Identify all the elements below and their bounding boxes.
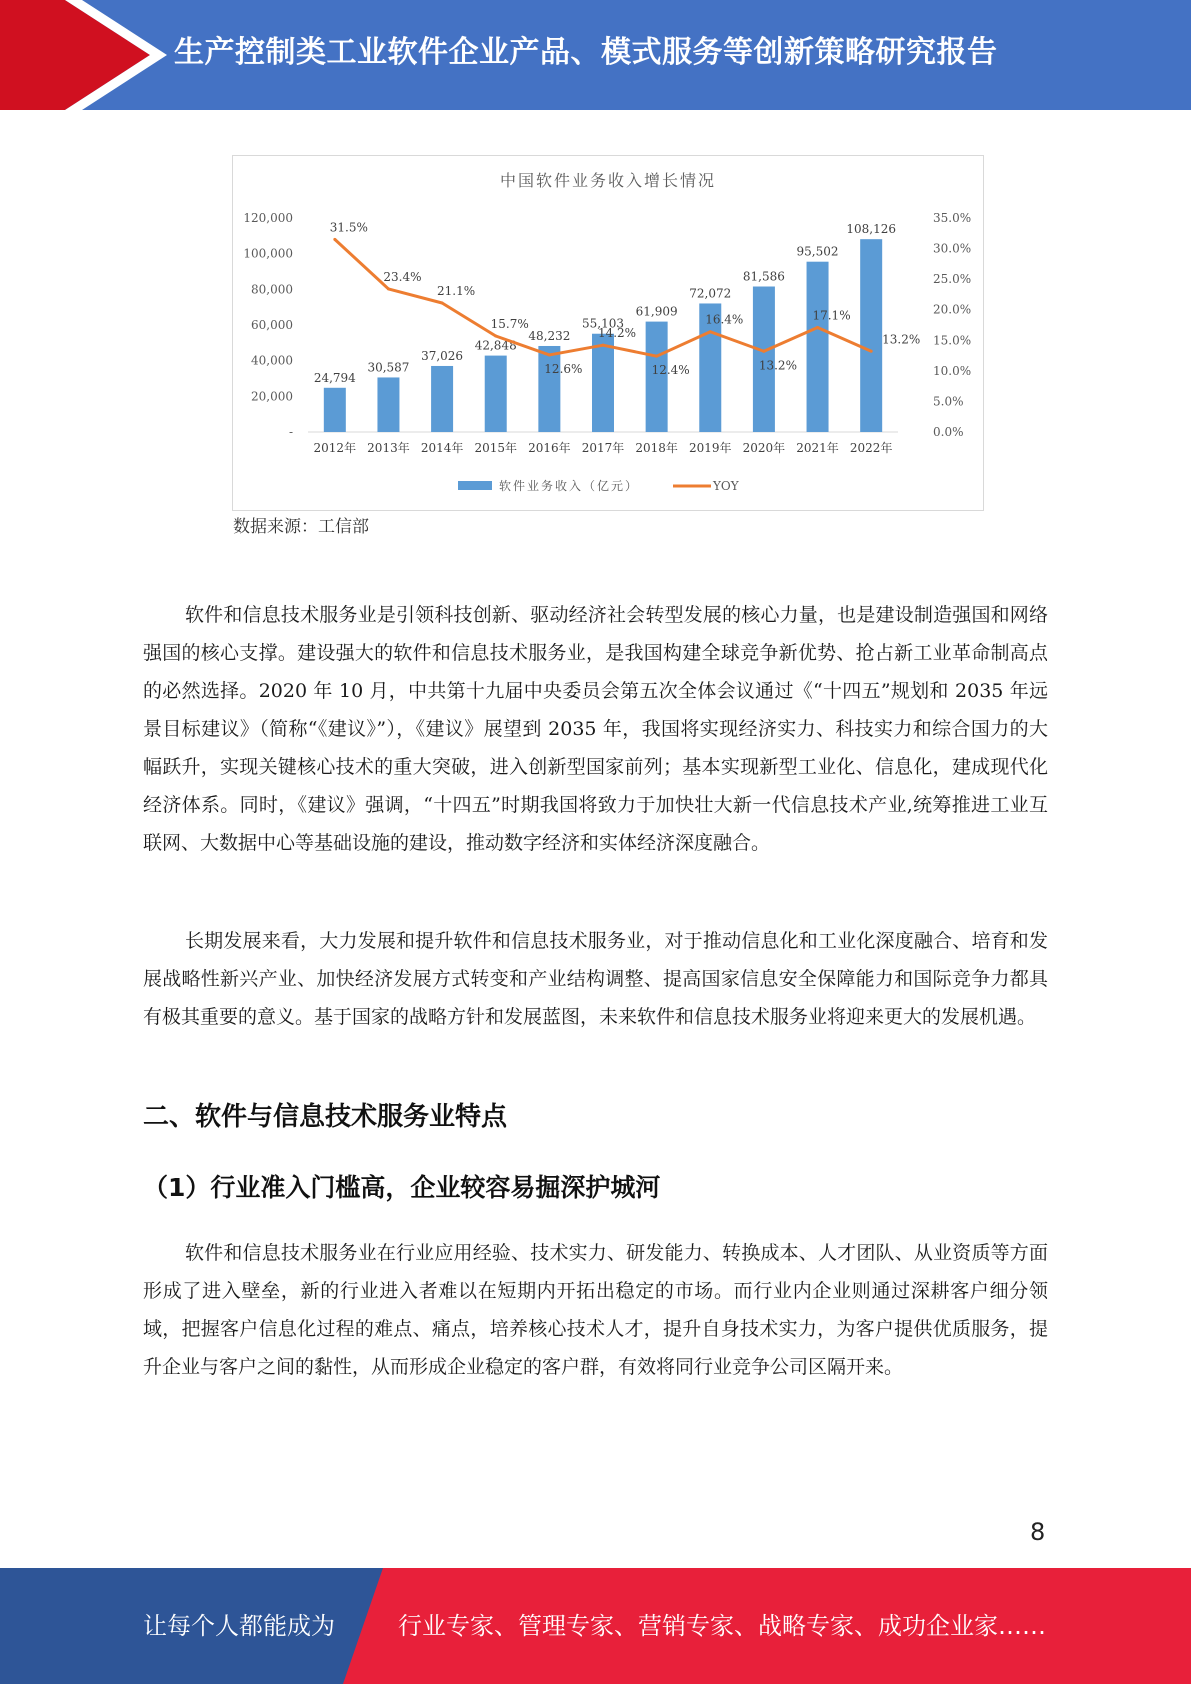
x-tick-label: 2016年 <box>528 441 571 455</box>
bar-value-label: 30,587 <box>367 360 410 375</box>
bar-2021年 <box>807 262 829 432</box>
yoy-value-label: 15.7% <box>490 317 529 332</box>
yoy-point <box>333 238 336 241</box>
y-left-tick-label: 120,000 <box>243 211 293 225</box>
yoy-value-label: 16.4% <box>705 312 744 327</box>
subsection-heading: （1）行业准入门槛高，企业较容易掘深护城河 <box>143 1173 661 1202</box>
yoy-point <box>655 355 658 358</box>
bar-2017年 <box>592 334 614 432</box>
header-arrow-decoration <box>0 0 200 110</box>
y-left-tick-label: - <box>288 425 293 439</box>
revenue-chart <box>232 155 984 511</box>
y-left-tick-label: 100,000 <box>243 246 293 261</box>
bar-value-label: 55,103 <box>582 316 624 331</box>
bar-value-label: 61,909 <box>635 304 678 319</box>
y-left-tick-label: 80,000 <box>251 282 293 297</box>
bar-2012年 <box>324 388 346 432</box>
paragraph-2: 长期发展来看，大力发展和提升软件和信息技术服务业，对于推动信息化和工业化深度融合、培育和发展战略性新兴产业、加快经济发展方式转变和产业结构调整、提高国家信息安全保障能力和国际竞争力都具有极其重要的意义。基于国家的战略方针和发展蓝图，未来软件和信息技术服务业将迎来更大的发展机遇。 <box>143 930 1048 1028</box>
chart-source: 数据来源：工信部 <box>233 517 369 537</box>
bar-value-label: 108,126 <box>846 222 896 237</box>
y-left-tick-label: 60,000 <box>251 318 293 332</box>
bar-value-label: 72,072 <box>689 286 732 301</box>
y-right-tick-label: 30.0% <box>933 241 972 256</box>
x-tick-label: 2012年 <box>313 441 357 455</box>
y-right-tick-label: 5.0% <box>933 394 964 409</box>
x-tick-label: 2013年 <box>367 441 410 455</box>
x-tick-label: 2021年 <box>796 441 839 455</box>
x-tick-label: 2020年 <box>742 441 786 455</box>
yoy-point <box>494 335 497 338</box>
x-tick-label: 2017年 <box>581 441 625 455</box>
bar-2015年 <box>485 356 507 432</box>
bar-value-label: 48,232 <box>528 328 571 343</box>
yoy-value-label: 12.4% <box>651 363 690 378</box>
yoy-point <box>816 326 819 329</box>
y-left-tick-label: 40,000 <box>251 353 293 368</box>
footer-slogan-left: 让每个人都能成为 <box>143 1612 335 1640</box>
bar-2013年 <box>377 377 399 432</box>
yoy-point <box>870 350 873 353</box>
paragraph-1: 软件和信息技术服务业是引领科技创新、驱动经济社会转型发展的核心力量，也是建设制造强国和网络强国的核心支撑。建设强大的软件和信息技术服务业，是我国构建全球竞争新优势、抢占新工业革命制高点的必然选择。2020 年 10 月，中共第十九届中央委员会第五次全体会议通过《“十四五”规划和 2035 年远景目标建议》（简称“《建议》”），《建议》展望到 2035 年，我国将实现经济实力、科技实力和综合国力的大幅跃升，实现关键核心技术的重大突破，进入创新型国家前列；基本实现新型工业化、信息化，建成现代化经济体系。同时，《建议》强调，“十四五”时期我国将致力于加快壮大新一代信息技术产业,统筹推进工业互联网、大数据中心等基础设施的建设，推动数字经济和实体经济深度融合。 <box>143 604 1048 854</box>
bar-value-label: 24,794 <box>313 370 356 385</box>
yoy-point <box>602 344 605 347</box>
section-heading: 二、软件与信息技术服务业特点 <box>143 1102 508 1132</box>
y-right-tick-label: 10.0% <box>933 363 972 378</box>
bar-value-label: 81,586 <box>742 269 785 284</box>
yoy-point <box>441 301 444 304</box>
y-right-tick-label: 15.0% <box>933 333 972 348</box>
legend-bar-swatch <box>458 481 492 490</box>
x-tick-label: 2014年 <box>420 441 464 455</box>
yoy-value-label: 12.6% <box>544 361 583 376</box>
report-title: 生产控制类工业软件企业产品、模式服务等创新策略研究报告 <box>174 35 998 70</box>
yoy-value-label: 31.5% <box>329 220 368 235</box>
page-number: 8 <box>1030 1518 1046 1546</box>
yoy-point <box>762 350 765 353</box>
yoy-value-label: 13.2% <box>882 332 921 347</box>
page-header <box>0 0 1191 110</box>
yoy-point <box>548 353 551 356</box>
footer-slogan-right: 行业专家、管理专家、营销专家、战略专家、成功企业家…… <box>398 1612 1046 1640</box>
y-left-tick-label: 20,000 <box>251 389 293 404</box>
bar-2014年 <box>431 366 453 432</box>
x-tick-label: 2015年 <box>474 441 518 455</box>
bar-2016年 <box>538 346 560 432</box>
chart-canvas <box>233 156 983 510</box>
bar-2022年 <box>860 239 882 432</box>
bar-value-label: 42,848 <box>474 338 517 353</box>
y-right-tick-label: 25.0% <box>933 272 972 287</box>
y-right-tick-label: 35.0% <box>933 211 972 225</box>
y-right-tick-label: 0.0% <box>933 425 964 439</box>
bar-value-label: 95,502 <box>796 244 839 259</box>
y-right-tick-label: 20.0% <box>933 302 972 317</box>
legend-line-label: YOY <box>713 479 739 493</box>
x-tick-label: 2018年 <box>635 441 678 455</box>
yoy-value-label: 14.2% <box>597 326 637 341</box>
yoy-point <box>709 330 712 333</box>
page-footer <box>0 1568 1191 1684</box>
legend-bar-label: 软件业务收入（亿元） <box>499 479 640 493</box>
yoy-value-label: 13.2% <box>758 358 797 373</box>
yoy-value-label: 17.1% <box>812 308 851 323</box>
x-tick-label: 2019年 <box>688 441 732 455</box>
yoy-value-label: 21.1% <box>437 283 476 298</box>
bar-value-label: 37,026 <box>421 348 464 363</box>
yoy-point <box>387 287 390 290</box>
x-tick-label: 2022年 <box>849 441 893 455</box>
yoy-value-label: 23.4% <box>383 269 422 284</box>
paragraph-3: 软件和信息技术服务业在行业应用经验、技术实力、研发能力、转换成本、人才团队、从业资质等方面形成了进入壁垒，新的行业进入者难以在短期内开拓出稳定的市场。而行业内企业则通过深耕客户细分领域，把握客户信息化过程的难点、痛点，培养核心技术人才，提升自身技术实力，为客户提供优质服务，提升企业与客户之间的黏性，从而形成企业稳定的客户群，有效将同行业竞争公司区隔开来。 <box>143 1242 1048 1378</box>
chart-title: 中国软件业务收入增长情况 <box>499 171 717 190</box>
